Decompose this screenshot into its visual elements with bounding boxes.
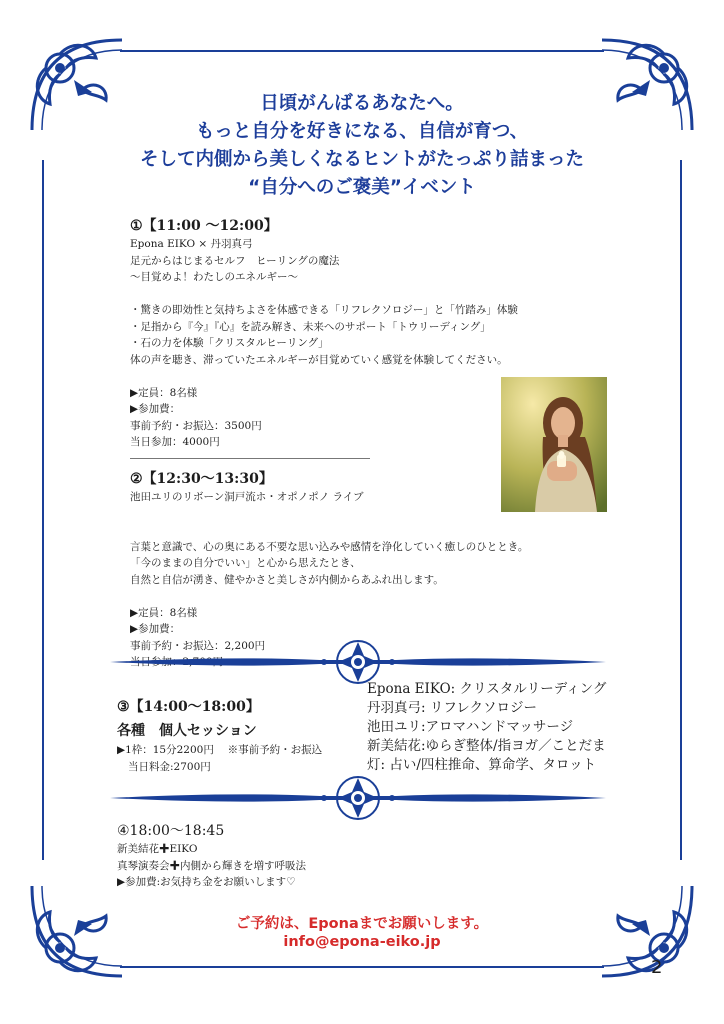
session-3-practitioners xyxy=(367,680,606,775)
practitioner-item: Epona EIKO: クリスタルリーディング xyxy=(367,681,607,697)
session-2-description: 言葉と意識で、心の奥にある不要な思い込みや感情を浄化していく癒しのひととき。 xyxy=(130,540,529,553)
session-2-description: 自然と自信が湧き、健やかさと美しさが内側からあふれ出します。 xyxy=(130,573,444,586)
session-4-heading: ④18:00～18:45 xyxy=(117,823,225,839)
session-4-fee: ▶参加費:お気持ち金をお願いします♡ xyxy=(117,876,296,888)
session-1-subtitle: ～目覚めよ！わたしのエネルギー～ xyxy=(130,271,298,283)
session-2-capacity: ▶定員：8名様 xyxy=(130,606,198,619)
session-1-fee-door: 当日参加：4000円 xyxy=(130,436,220,448)
session-4-performers: 新美結花✚EIKO xyxy=(117,843,198,855)
frame-right-line xyxy=(680,160,682,860)
session-1-fee-advance: 事前予約・お振込：3500円 xyxy=(130,419,262,432)
frame-top-line xyxy=(120,50,604,52)
session-3-title: 各種 個人セッション xyxy=(117,723,257,739)
page-number: 2 xyxy=(651,957,663,978)
session-2-title: 池田ユリのリボーン洞戸流ホ・オポノポノ ライブ xyxy=(130,491,364,503)
title-line-2: もっと自分を好きになる、自信が育つ、 xyxy=(195,121,529,142)
session-2-heading: ②【12:30～13:30】 xyxy=(130,471,273,487)
practitioner-item: 池田ユリ:アロマハンドマッサージ xyxy=(367,719,574,735)
session-1 xyxy=(130,217,518,451)
session-4 xyxy=(117,822,306,891)
title-line-1: 日頃がんばるあなたへ。 xyxy=(260,93,464,114)
session-1-host: Epona EIKO × 丹羽真弓 xyxy=(130,238,253,250)
frame-left-line xyxy=(42,160,44,860)
title-line-3: そして内側から美しくなるヒントがたっぷり詰まった xyxy=(139,149,584,170)
contact-email[interactable]: info@epona-eiko.jp xyxy=(283,934,441,950)
session-1-description: 体の声を聴き、滞っていたエネルギーが目覚めていく感覚を体験してください。 xyxy=(130,353,508,366)
ornamental-divider xyxy=(110,640,606,684)
session-2-fee-label: ▶参加費： xyxy=(130,623,181,635)
session-1-heading: ①【11:00 ～12:00】 xyxy=(130,218,278,234)
session-1-title: 足元からはじまるセルフ ヒーリングの魔法 xyxy=(130,254,340,267)
reservation-note: ご予約は、Eponaまでお願いします。 xyxy=(235,916,489,932)
session-2-description: 「今のままの自分でいい」と心から思えたとき、 xyxy=(130,557,361,569)
practitioner-item: 灯: 占い/四柱推命、算命学、タロット xyxy=(367,757,597,773)
session-3 xyxy=(117,698,322,775)
title-line-4: “自分へのご褒美”イベント xyxy=(248,177,476,198)
session-3-fee: ▶1枠：15分2200円 ※事前予約・お振込 xyxy=(117,744,323,756)
session-1-bullet: ・驚きの即効性と気持ちよさを体感できる「リフレクソロジー」と「竹踏み」体験 xyxy=(130,304,518,316)
ornamental-divider xyxy=(110,776,606,820)
session-3-fee-door: 当日料金:2700円 xyxy=(128,760,211,773)
section-divider-line xyxy=(130,458,370,459)
session-1-bullet: ・石の力を体験「クリスタルヒーリング」 xyxy=(130,337,329,349)
page-title xyxy=(0,90,724,202)
session-4-title: 真琴演奏会✚内側から輝きを増す呼吸法 xyxy=(117,859,306,872)
session-1-capacity: ▶定員：8名様 xyxy=(130,386,198,399)
practitioner-item: 新美結花:ゆらぎ整体/指ヨガ／ことだま xyxy=(367,738,606,754)
session-1-bullet: ・足指から『今』『心』を読み解き、未来へのサポート「トウリーディング」 xyxy=(130,320,491,333)
session-1-fee-label: ▶参加費： xyxy=(130,403,181,415)
frame-bottom-line xyxy=(120,966,604,968)
session-2-fee-advance: 事前予約・お振込：2,200円 xyxy=(130,639,266,652)
session-3-heading: ③【14:00～18:00】 xyxy=(117,699,260,715)
practitioner-item: 丹羽真弓: リフレクソロジー xyxy=(367,700,538,716)
